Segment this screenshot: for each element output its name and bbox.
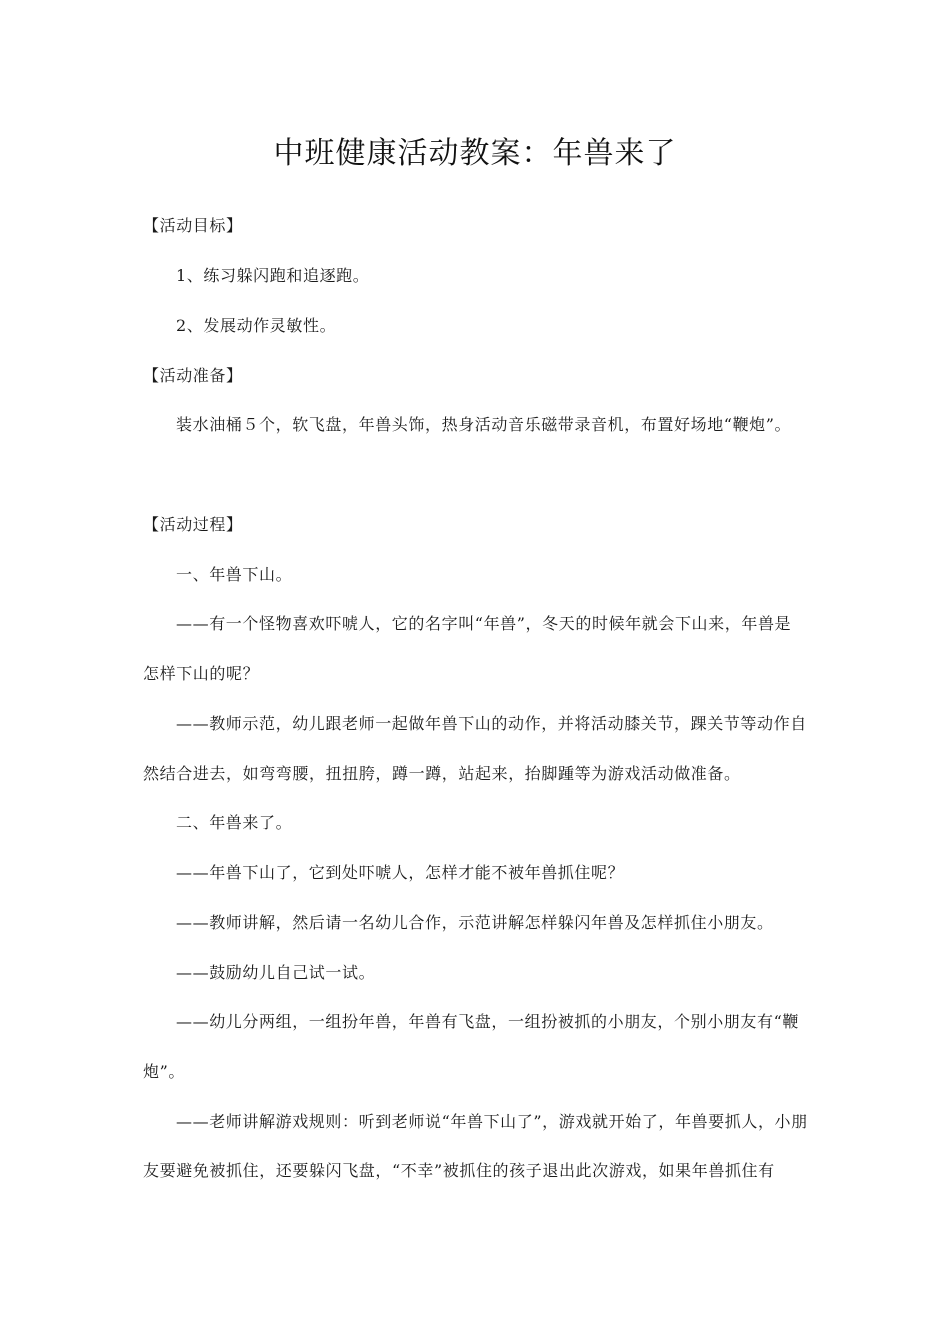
preparation-heading: 【活动准备】 <box>143 366 243 385</box>
process-line: ——幼儿分两组，一组扮年兽，年兽有飞盘，一组扮被抓的小朋友，个别小朋友有“鞭 <box>176 1012 799 1031</box>
process-line: ——教师示范，幼儿跟老师一起做年兽下山的动作，并将活动膝关节，踝关节等动作自 <box>176 714 807 733</box>
goals-heading: 【活动目标】 <box>143 216 243 235</box>
process-heading: 【活动过程】 <box>143 515 243 534</box>
process-line: ——鼓励幼儿自己试一试。 <box>176 963 376 982</box>
process-line: ——教师讲解，然后请一名幼儿合作，示范讲解怎样躲闪年兽及怎样抓住小朋友。 <box>176 913 774 932</box>
process-line: 然结合进去，如弯弯腰，扭扭胯，蹲一蹲，站起来，抬脚踵等为游戏活动做准备。 <box>143 764 741 783</box>
process-line: 炮”。 <box>143 1062 185 1081</box>
goal-item: 1、练习躲闪跑和追逐跑。 <box>176 266 370 285</box>
process-line: 二、年兽来了。 <box>176 813 293 832</box>
process-line: ——年兽下山了，它到处吓唬人，怎样才能不被年兽抓住呢？ <box>176 863 625 882</box>
process-line: ——老师讲解游戏规则：听到老师说“年兽下山了”，游戏就开始了，年兽要抓人，小朋 <box>176 1112 808 1131</box>
process-line: 一、年兽下山。 <box>176 565 293 584</box>
preparation-text: 装水油桶５个，软飞盘，年兽头饰，热身活动音乐磁带录音机，布置好场地“鞭炮”。 <box>176 415 792 434</box>
document-title: 中班健康活动教案：年兽来了 <box>273 136 677 171</box>
process-line: ——有一个怪物喜欢吓唬人，它的名字叫“年兽”，冬天的时候年就会下山来，年兽是 <box>176 614 792 633</box>
process-line: 怎样下山的呢？ <box>143 664 260 683</box>
process-line: 友要避免被抓住，还要躲闪飞盘，“不幸”被抓住的孩子退出此次游戏，如果年兽抓住有 <box>143 1161 775 1180</box>
goal-item: 2、发展动作灵敏性。 <box>176 316 337 335</box>
